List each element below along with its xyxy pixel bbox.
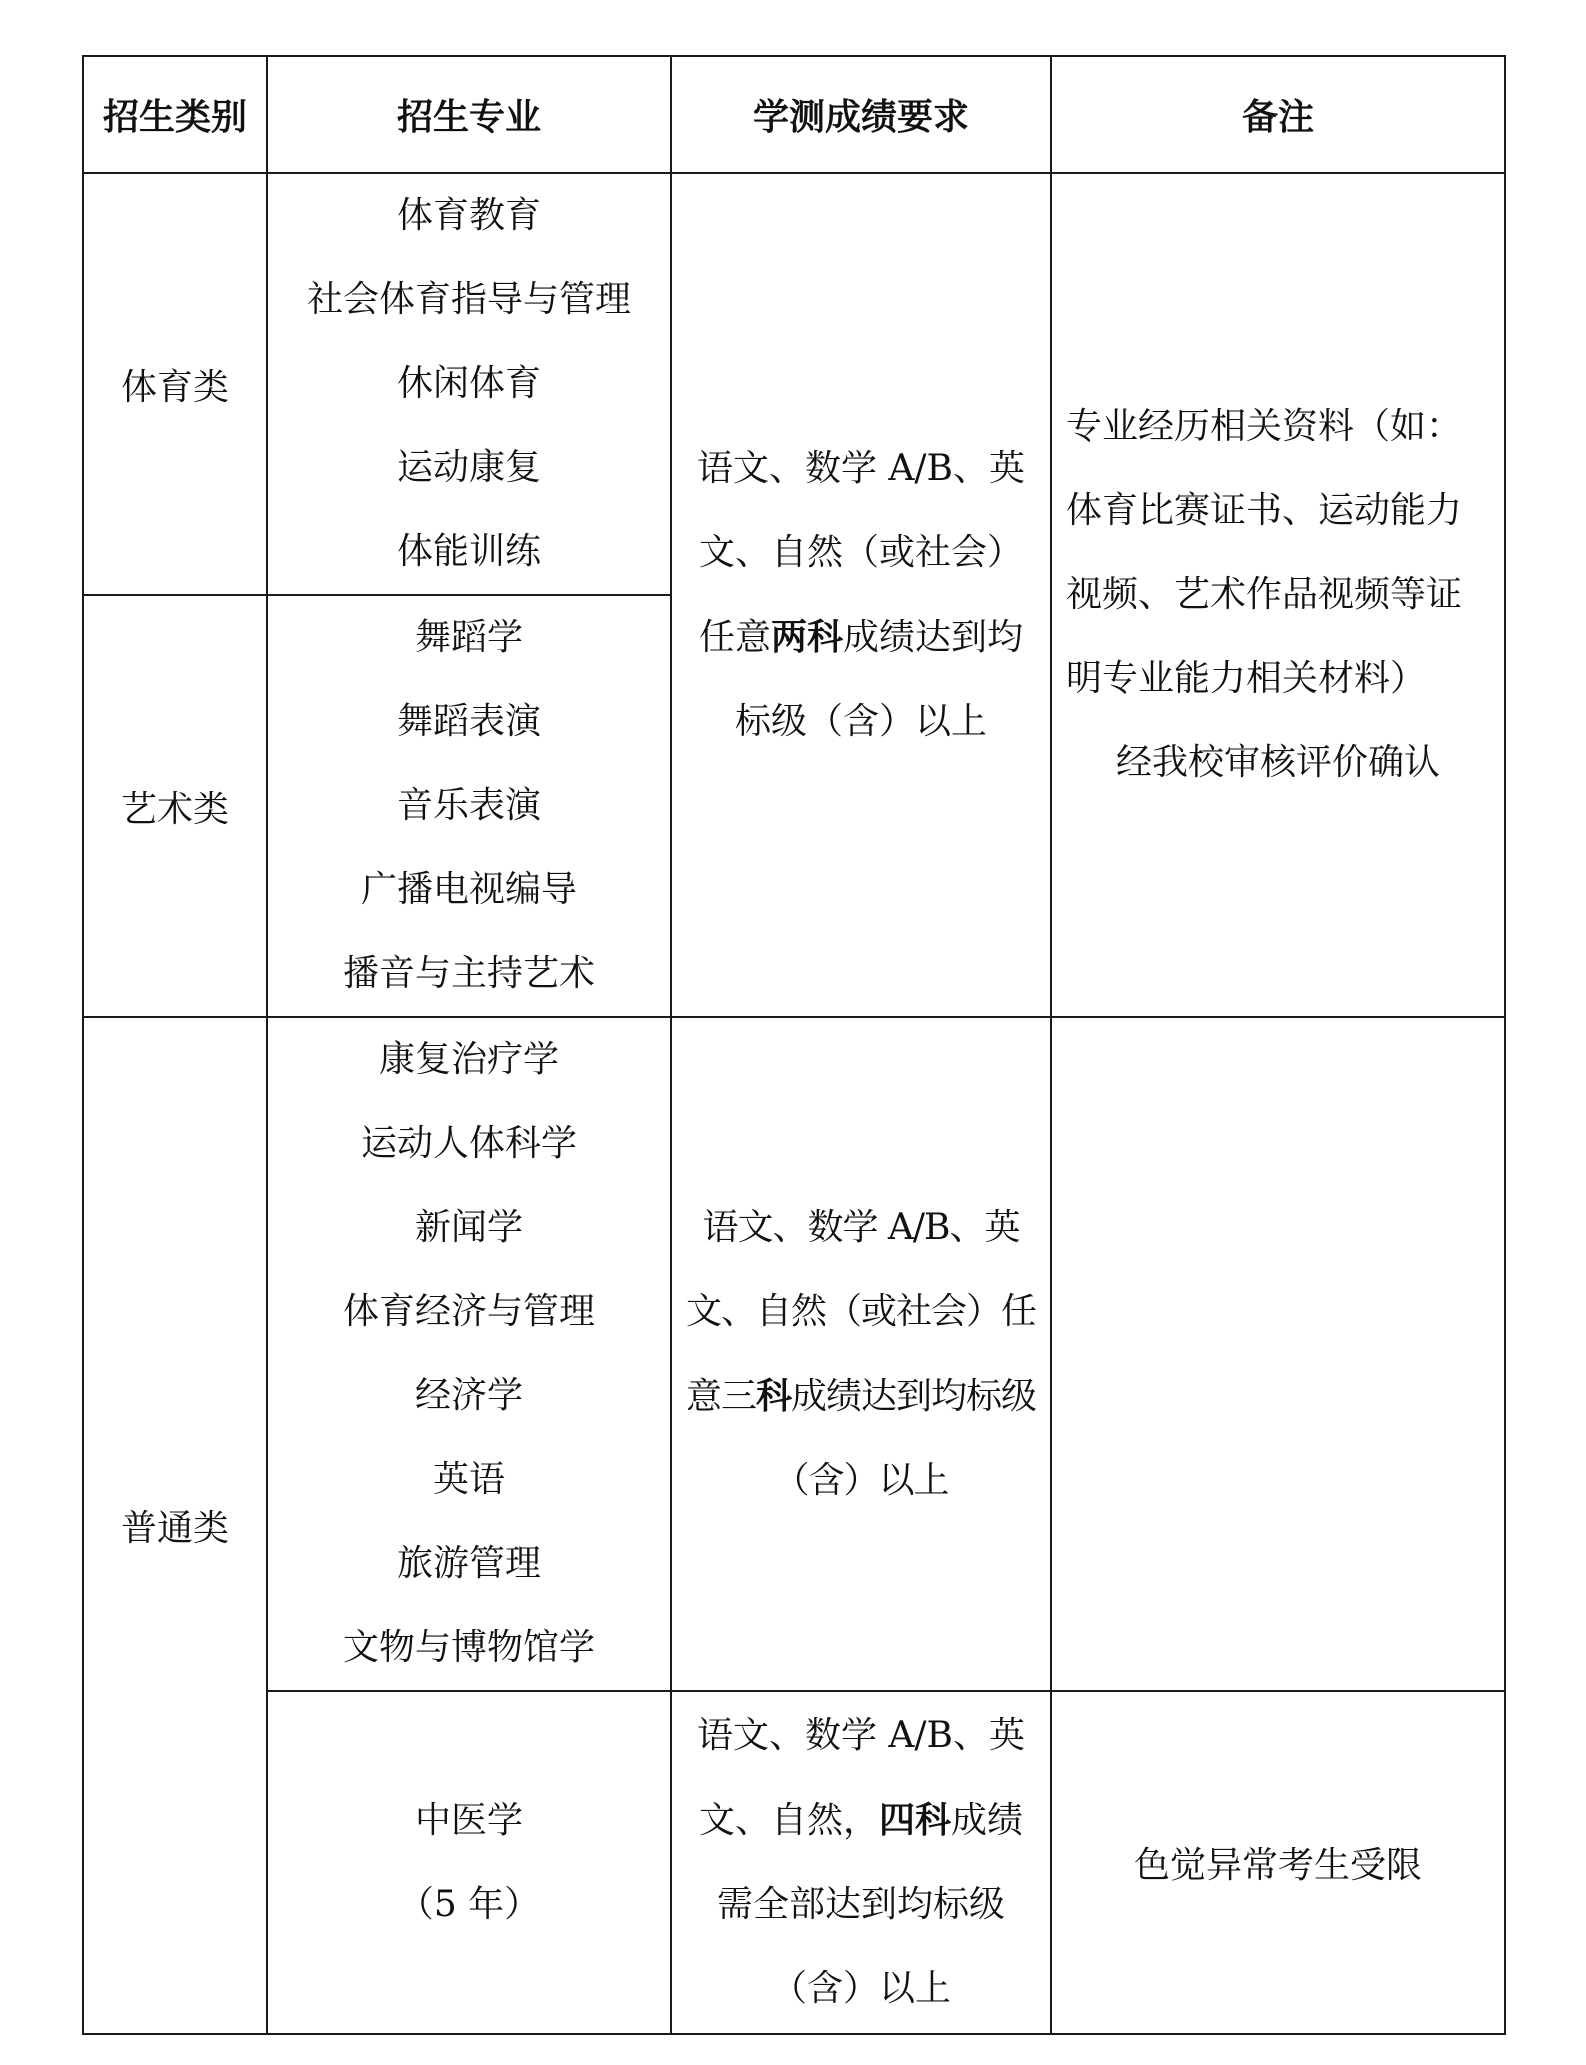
requirement-text [690, 1694, 1032, 2031]
major-item: 体育经济与管理 [342, 1291, 595, 1332]
major-item: 体能训练 [396, 531, 541, 572]
major-item: 经济学 [414, 1375, 523, 1416]
major-item: 运动人体科学 [360, 1123, 577, 1164]
major-item: 广播电视编导 [360, 869, 577, 910]
requirement-tcm [671, 1691, 1051, 2034]
major-item: 中医学 [414, 1799, 523, 1841]
major-item: 舞蹈学 [414, 617, 523, 658]
header-category: 招生类别 [83, 56, 267, 173]
requirement-part: 成绩达到均标级（含）以上 [773, 1375, 1037, 1501]
admissions-table [82, 55, 1506, 2035]
general-row [83, 1017, 1505, 1691]
remark-text [1052, 385, 1504, 805]
header-major: 招生专业 [267, 56, 671, 173]
header-remark: 备注 [1051, 56, 1505, 173]
category-sports: 体育类 [83, 173, 267, 595]
requirement-part: 成绩需全部达到均标级（含）以上 [716, 1800, 1024, 2009]
requirement-sports-arts [671, 173, 1051, 1017]
category-arts: 艺术类 [83, 595, 267, 1017]
majors-sports [267, 173, 671, 595]
requirement-bold: 四科 [878, 1799, 951, 1841]
major-item: 体育教育 [396, 195, 541, 236]
remark-detail: 专业经历相关资料（如：体育比赛证书、运动能力视频、艺术作品视频等证明专业能力相关材料） [1066, 406, 1463, 699]
major-item: 社会体育指导与管理 [306, 279, 631, 320]
majors-tcm [267, 1691, 671, 2034]
major-item: 舞蹈表演 [396, 701, 541, 742]
major-item: 康复治疗学 [378, 1039, 559, 1080]
requirement-part: 语文、数学 A/B、英文、自然， [696, 1715, 1026, 1841]
category-general: 普通类 [83, 1017, 267, 2034]
requirement-part: 语文、数学 A/B、英文、自然（或社会）任意 [696, 447, 1026, 658]
majors-general [267, 1017, 671, 1691]
major-item: 音乐表演 [396, 785, 541, 826]
requirement-bold: 科 [755, 1374, 791, 1417]
remark-sports-arts [1051, 173, 1505, 1017]
major-duration: （5 年） [397, 1883, 541, 1925]
remark-general [1051, 1017, 1505, 1691]
major-item: 旅游管理 [396, 1543, 541, 1584]
major-item: 英语 [432, 1459, 505, 1500]
major-item: 休闲体育 [396, 363, 541, 404]
remark-confirm: 经我校审核评价确认 [1115, 742, 1440, 783]
majors-arts [267, 595, 671, 1017]
header-row [83, 56, 1505, 173]
tcm-row [83, 1691, 1505, 2034]
requirement-part: 语文、数学 A/B、英文、自然（或社会）任意三 [685, 1206, 1036, 1417]
major-item: 运动康复 [396, 447, 541, 488]
sports-row [83, 173, 1505, 595]
major-item: 文物与博物馆学 [342, 1627, 595, 1668]
remark-tcm: 色觉异常考生受限 [1051, 1691, 1505, 2034]
requirement-bold: 两科 [770, 615, 843, 658]
header-requirement: 学测成绩要求 [671, 56, 1051, 173]
requirement-text [690, 427, 1032, 764]
major-item: 播音与主持艺术 [342, 953, 595, 994]
requirement-text [674, 1186, 1048, 1523]
requirement-general [671, 1017, 1051, 1691]
requirement-part: 成绩达到均标级（含）以上 [734, 616, 1024, 742]
major-item: 新闻学 [414, 1207, 523, 1248]
